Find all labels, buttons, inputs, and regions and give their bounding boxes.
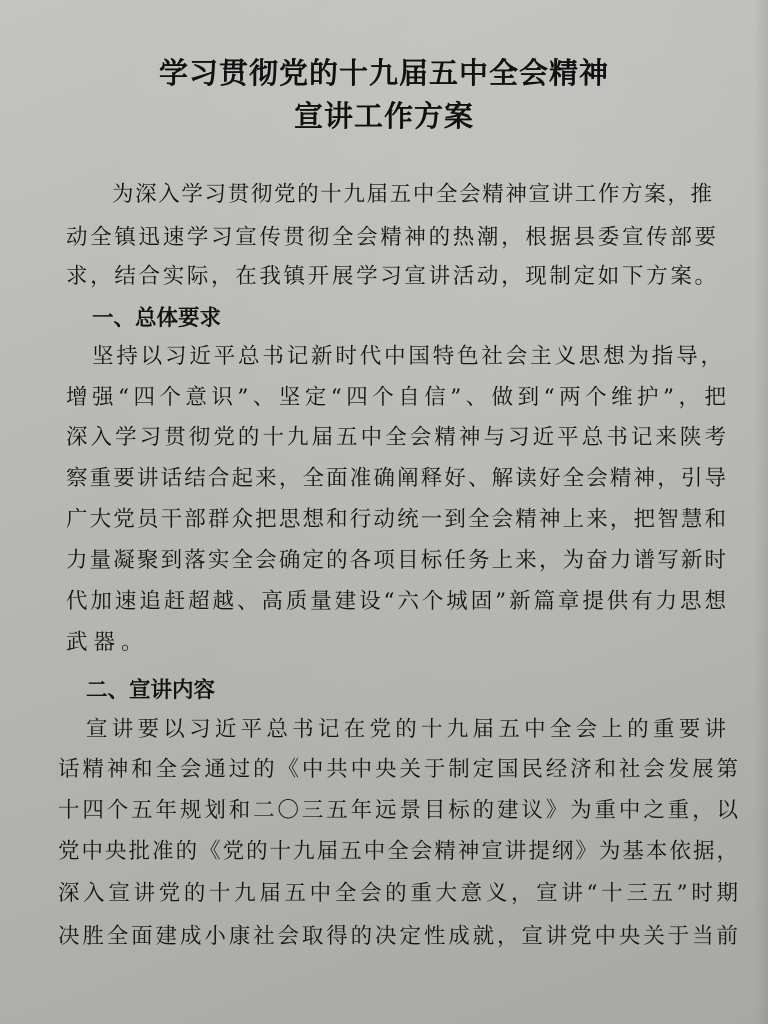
- paragraph-line: 代加速追赶超越、高质量建设“六个城固”新篇章提供有力思想: [66, 589, 729, 614]
- paragraph-line: 党中央批准的《党的十九届五中全会精神宣讲提纲》为基本依据，: [58, 839, 741, 864]
- paragraph-line: 十四个五年规划和二〇三五年远景目标的建议》为重中之重，以: [58, 798, 741, 823]
- paragraph-line: 深入学习贯彻党的十九届五中全会精神与习近平总书记来陕考: [66, 425, 730, 450]
- section-heading-overall-requirements: 一、总体要求: [92, 306, 222, 331]
- document-title-line-2: 宣讲工作方案: [293, 99, 474, 133]
- paragraph-line: 决胜全面建成小康社会取得的决定性成就，宣讲党中央关于当前: [58, 924, 741, 949]
- paragraph-line: 坚持以习近平总书记新时代中国特色社会主义思想为指导，: [92, 344, 725, 369]
- paragraph-line: 增强“四个意识”、坚定“四个自信”、做到“两个维护”，把: [66, 385, 731, 410]
- paragraph-line: 武器。: [66, 630, 149, 655]
- page-edge-shadow: [754, 0, 768, 1024]
- paragraph-line: 深入宣讲党的十九届五中全会的重大意义，宣讲“十三五”时期: [58, 881, 742, 906]
- paragraph-line: 力量凝聚到落实全会确定的各项目标任务上来，为奋力谱写新时: [66, 548, 729, 573]
- intro-line: 为深入学习贯彻党的十九届五中全会精神宣讲工作方案，推: [112, 182, 714, 207]
- paragraph-line: 宣讲要以习近平总书记在党的十九届五中全会上的重要讲: [86, 717, 731, 742]
- document-title-line-1: 学习贯彻党的十九届五中全会精神: [158, 56, 609, 90]
- paragraph-line: 察重要讲话结合起来，全面准确阐释好、解读好全会精神，引导: [66, 466, 729, 491]
- paragraph-line: 话精神和全会通过的《中共中央关于制定国民经济和社会发展第: [58, 757, 741, 782]
- paragraph-line: 广大党员干部群众把思想和行动统一到全会精神上来，把智慧和: [66, 507, 729, 532]
- section-heading-lecture-content: 二、宣讲内容: [86, 678, 216, 703]
- intro-line: 求，结合实际，在我镇开展学习宣讲活动，现制定如下方案。: [66, 264, 719, 289]
- intro-line: 动全镇迅速学习宣传贯彻全会精神的热潮，根据县委宣传部要: [66, 225, 719, 250]
